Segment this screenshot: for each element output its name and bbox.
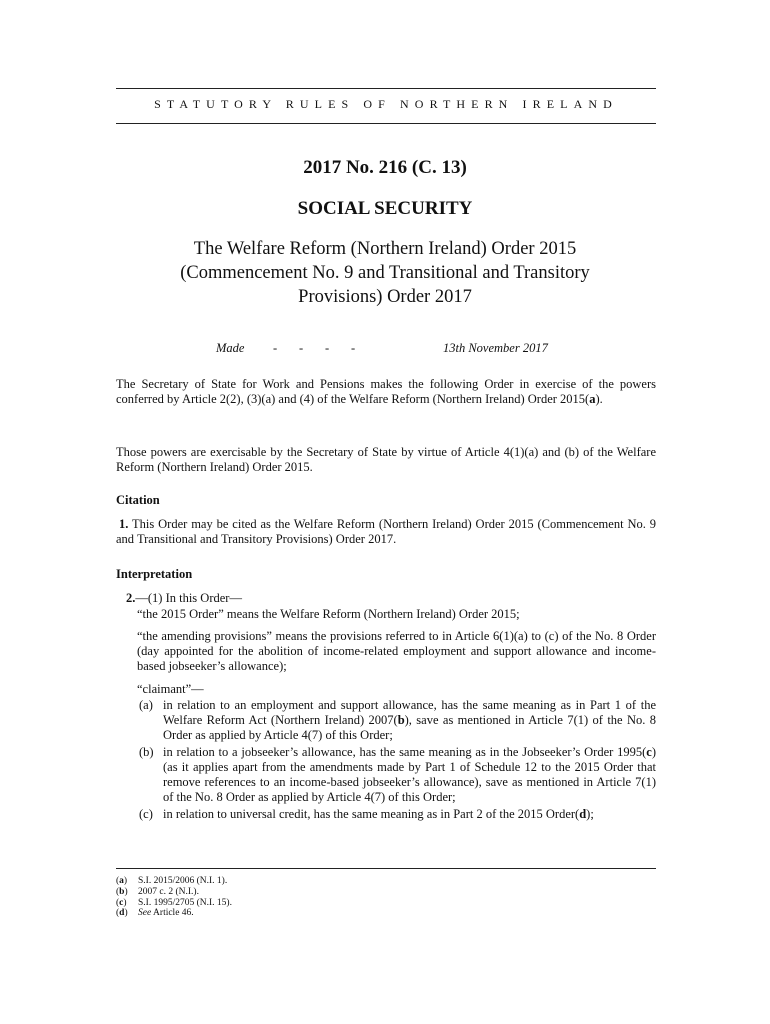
footnotes xyxy=(116,876,232,919)
list-item-label: (b) xyxy=(139,745,154,759)
title-line: Provisions) Order 2017 xyxy=(298,287,472,307)
subject-heading: SOCIAL SECURITY xyxy=(297,198,473,219)
article-2-intro-text: —(1) In this Order— xyxy=(135,591,242,605)
preamble-text: The Secretary of State for Work and Pensions makes the following Order in exercise of the powers conferred by Article 2(2), (3)(a) and (4) of the Welfare Reform (Northern Ireland) Order 2015( xyxy=(116,377,656,406)
title-line: (Commencement No. 9 and Transitional and Transitory xyxy=(180,263,590,283)
list-item-text: in relation to an employment and support allowance, has the same meaning as in Part 1 of the Welfare Reform Act (Northern Ireland) 2007( xyxy=(163,698,656,727)
footnote-text: Article 46. xyxy=(151,908,194,919)
footnote xyxy=(116,876,232,887)
footnote-key: ( c ) xyxy=(116,898,138,909)
made-dash: - xyxy=(325,341,330,355)
list-item-text-end: ) (as it applies apart from the amendments made by Part 1 of Schedule 12 to the 2015 Order that remove references to an income-based jobseeker’s allowance), save as mentioned in Article 7(1) of the No. 8 Order as applied by Article 4(7) of this Order; xyxy=(163,745,656,804)
definition-claimant: “claimant”— xyxy=(137,682,204,696)
definition-2015-order: “the 2015 Order” means the Welfare Reform (Northern Ireland) Order 2015; xyxy=(137,607,520,621)
list-item-text-end: ); xyxy=(586,807,594,821)
footnote-ref[interactable]: a xyxy=(589,392,596,406)
enabling-powers-paragraph: Those powers are exercisable by the Secretary of State by virtue of Article 4(1)(a) and (b) of the Welfare Reform (Northern Ireland) Order 2015. xyxy=(116,445,656,474)
footnote-text: S.I. 1995/2705 (N.I. 15). xyxy=(138,897,232,908)
si-number: 2017 No. 216 (C. 13) xyxy=(303,157,467,178)
footnote-ref[interactable]: d xyxy=(579,807,587,821)
list-item-label: (c) xyxy=(139,807,153,821)
list-item xyxy=(163,698,656,743)
footnote-ref[interactable]: b xyxy=(397,713,405,727)
footnote-key: ( d ) xyxy=(116,908,138,919)
series-rule xyxy=(116,123,656,124)
footnote xyxy=(116,887,232,898)
list-item-text: in relation to a jobseeker’s allowance, has the same meaning as in the Jobseeker’s Order 1995( xyxy=(163,745,647,759)
made-label: Made xyxy=(216,341,245,355)
citation-heading: Citation xyxy=(116,493,160,507)
footnote-key: ( a ) xyxy=(116,876,138,887)
article-2-intro xyxy=(126,591,242,606)
list-item xyxy=(163,807,656,822)
made-dashes xyxy=(273,341,377,356)
footnote-text: S.I. 2015/2006 (N.I. 1). xyxy=(138,876,228,886)
list-item-label: (a) xyxy=(139,698,153,712)
made-date: 13th November 2017 xyxy=(443,341,548,355)
footnote-text: 2007 c. 2 (N.I.). xyxy=(138,886,199,897)
definition-amending-provisions: “the amending provisions” means the provisions referred to in Article 6(1)(a) to (c) of the No. 8 Order (day appointed for the abolition of income-related employment and support allowance and income-based jobseeker’s allowance); xyxy=(137,629,656,673)
article-1 xyxy=(116,517,656,547)
made-dash: - xyxy=(273,341,278,355)
title-line: The Welfare Reform (Northern Ireland) Order 2015 xyxy=(193,239,577,259)
interpretation-heading: Interpretation xyxy=(116,567,193,581)
footnote-rule xyxy=(116,868,656,869)
footnote xyxy=(116,898,232,909)
footnote-key: ( b ) xyxy=(116,887,138,898)
list-item-text: in relation to universal credit, has the same meaning as in Part 2 of the 2015 Order( xyxy=(163,807,580,821)
preamble-paragraph xyxy=(116,377,656,407)
footnote xyxy=(116,908,232,919)
order-title xyxy=(150,237,620,309)
series-heading: STATUTORY RULES OF NORTHERN IRELAND xyxy=(154,97,618,111)
top-rule xyxy=(116,88,656,89)
article-number: 2. xyxy=(126,591,136,605)
article-1-text: This Order may be cited as the Welfare Reform (Northern Ireland) Order 2015 (Commencement No. 9 and Transitional and Transitory Provisions) Order 2017. xyxy=(116,517,656,546)
footnote-text-italic: See xyxy=(138,908,152,919)
made-dash: - xyxy=(299,341,304,355)
made-dash: - xyxy=(351,341,356,355)
article-number: 1. xyxy=(119,517,129,531)
preamble-text-end: ). xyxy=(595,392,603,406)
footnote-ref[interactable]: c xyxy=(646,745,652,759)
list-item xyxy=(163,745,656,805)
list-item-text-end: ), save as mentioned in Article 7(1) of the No. 8 Order as applied by Article 4(7) of this Order; xyxy=(163,713,656,742)
